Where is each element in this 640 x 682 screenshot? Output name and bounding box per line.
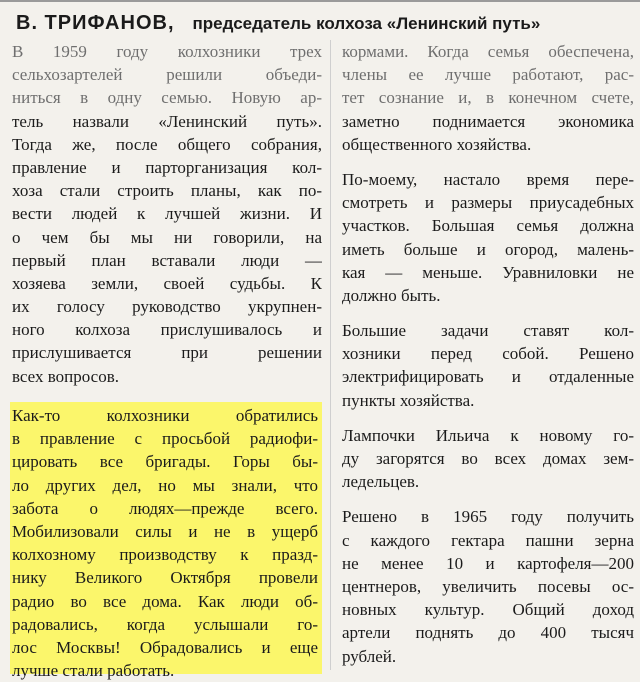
text-line: сельхозартелей решили объеди-	[12, 65, 322, 85]
text-line: о чем бы мы ни говорили, на	[12, 227, 322, 247]
column-divider	[330, 40, 331, 670]
text-line: Лампочки Ильича к новому го-	[342, 425, 634, 445]
text-line: ного колхоза прислушивалось и	[12, 320, 322, 340]
text-line: пункты хозяйства.	[342, 390, 475, 410]
highlighted-line: в правление с просьбой радиофи-	[12, 429, 318, 449]
highlighted-line: Как-то колхозники обратились	[12, 406, 318, 425]
highlighted-line: лучше стали работать.	[12, 661, 175, 681]
text-line: члены ее лучше работают, рас-	[342, 65, 634, 85]
text-line: прислушивается при решении	[12, 343, 322, 363]
highlighted-line: цировать все бригады. Горы бы-	[12, 452, 318, 472]
article-header	[16, 12, 626, 38]
paragraph-gap	[342, 156, 634, 168]
text-line: артели поднять до 400 тысяч	[342, 623, 634, 643]
text-line: правление и партоpганизация кол-	[12, 157, 322, 177]
paragraph-gap	[342, 493, 634, 505]
text-line: иметь больше и огород, малень-	[342, 239, 634, 259]
highlighted-line: колхозному производству к празд-	[12, 545, 318, 565]
author-name: В. ТРИФАНОВ,	[16, 12, 175, 34]
paragraph-gap	[342, 412, 634, 424]
text-line: В 1959 году колхозники трех	[12, 42, 322, 61]
text-line: новных культур. Общий доход	[342, 600, 634, 620]
top-rule	[0, 0, 640, 2]
text-line: ниться в одну семью. Новую ар-	[12, 88, 322, 108]
text-line: Решено в 1965 году получить	[342, 507, 634, 527]
text-line: смотреть и размеры приусадебных	[342, 193, 634, 213]
text-line: ледельцев.	[342, 472, 420, 492]
text-line: тет сознание и, в конечном счете,	[342, 88, 634, 108]
text-line: рублей.	[342, 646, 397, 666]
paragraph-gap	[342, 307, 634, 319]
text-line: хоза стали строить планы, как по-	[12, 181, 322, 201]
text-line: хозники перед собой. Решено	[342, 344, 634, 364]
highlighted-line: нику Великого Октября провели	[12, 568, 318, 588]
text-line: должно быть.	[342, 285, 441, 305]
right-column	[342, 40, 634, 668]
text-line: не менее 10 и картофеля—200	[342, 553, 634, 573]
text-line: вести людей к лучшей жизни. И	[12, 204, 322, 224]
highlighted-paragraph	[12, 404, 318, 682]
highlighted-line: радовались, когда услышали го-	[12, 614, 318, 634]
text-line: кая — меньше. Уравниловки не	[342, 262, 634, 282]
text-line: кормами. Когда семья обеспечена,	[342, 42, 634, 61]
text-line: их голосу руководство укрупнен-	[12, 297, 322, 317]
left-column	[12, 40, 322, 388]
text-line: заметно поднимается экономика	[342, 111, 634, 131]
highlighted-line: забота о людях—прежде всего.	[12, 498, 318, 518]
text-line: участков. Большая семья должна	[342, 216, 634, 236]
author-role: председатель колхоза «Ленинский путь»	[192, 14, 541, 33]
text-line: ду загорятся во всех домах зем-	[342, 449, 634, 468]
text-line: Большие задачи ставят кол-	[342, 321, 634, 341]
text-line: По-моему, настало время пере-	[342, 169, 634, 189]
text-line: с каждого гектара пашни зерна	[342, 530, 634, 550]
highlighted-line: лос Москвы! Обрадовались и еще	[12, 637, 318, 657]
text-line: центнеров, увеличить посевы ос-	[342, 576, 634, 596]
text-line: электрифицировать и отдаленные	[342, 367, 634, 387]
highlighted-line: радио во все дома. Как люди об-	[12, 591, 318, 611]
highlighted-line: ло других дел, но мы знали, что	[12, 475, 318, 495]
highlighted-line: Мобилизовали силы и не в ущерб	[12, 521, 318, 541]
text-line: первый план вставали люди —	[12, 250, 322, 270]
text-line: всех вопросов.	[12, 366, 120, 386]
text-line: общественного хозяйства.	[342, 134, 532, 154]
text-line: Тогда же, после общего собрания,	[12, 134, 322, 154]
text-line: хозяева земли, своей судьбы. К	[12, 273, 322, 293]
text-line: тель назвали «Ленинский путь».	[12, 111, 322, 131]
